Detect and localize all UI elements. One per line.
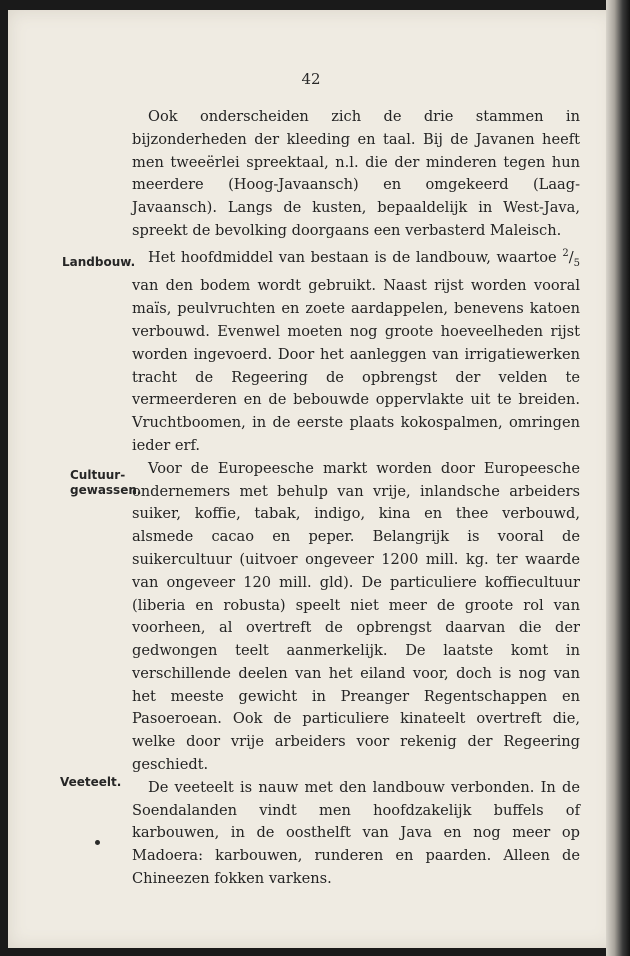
ink-speck [95, 840, 100, 845]
fraction-denominator: 5 [573, 257, 580, 269]
margin-note-cultuur-line1: Cultuur- [70, 468, 126, 482]
paragraph-landbouw-start: Het hoofdmiddel van bestaan is de landbouw, waartoe [148, 248, 563, 266]
book-page [8, 10, 614, 948]
paragraph-veeteelt: De veeteelt is nauw met den landbouw verbonden. In de Soendalanden vindt men hoofdzakelijk buffels of karbouwen, in de oosthelft van Java en nog meer op Madoera: karbouwen, runderen en paarden. Alleen de Chineezen fokken varkens. [132, 778, 580, 888]
page-number: 42 [301, 70, 321, 88]
paragraph-cultuurgewassen: Voor de Europeesche markt worden door Europeesche ondernemers met behulp van vrije, inlandsche arbeiders suiker, koffie, tabak, indigo, kina en thee verbouwd, alsmede cacao en peper. Belangrijk is vooral de suikercultuur (uitvoer ongeveer 1200 mill. kg. ter waarde van ongeveer 120 mill. gld). De particuliere koffiecultuur (liberia en robusta) speelt niet meer de groote rol van voorheen, al overtreft de opbrengst daarvan die der gedwongen teelt aanmerkelijk. De laatste komt in verschillende deelen van het eiland voor, doch is nog van het meeste gewicht in Preanger Regentschappen en Pasoeroean. Ook de particuliere kinateelt overtreft die, welke door vrije arbeiders voor rekenig der Regeering geschiedt. [132, 459, 580, 774]
book-spine-edge [606, 0, 630, 956]
paragraph-landbouw: Het hoofdmiddel van bestaan is de landbouw, waartoe $^2/_5$ van den bodem wordt gebruikt. Naast rijst worden vooral maïs, peulvruchten en zoete aardappelen, benevens katoen verbouwd. Evenwel moeten nog groote hoeveelheden rijst worden ingevoerd. Door het aanleggen van irrigatiewerken tracht de Regeering de opbrengst der velden te vermeerderen en de bebouwde oppervlakte uit te breiden. Vruchtboomen, in de eerste plaats kokospalmen, omringen ieder erf. [132, 247, 580, 454]
margin-note-cultuur-line2: gewassen. [70, 483, 142, 497]
margin-note-veeteelt: Veeteelt. [60, 775, 122, 789]
body-text [132, 106, 580, 891]
paragraph-landbouw-rest: van den bodem wordt gebruikt. Naast rijst worden vooral maïs, peulvruchten en zoete aardappelen, benevens katoen verbouwd. Evenwel moeten nog groote hoeveelheden rijst worden ingevoerd. Door het aanleggen van irrigatiewerken tracht de Regeering de opbrengst der velden te vermeerderen en de bebouwde oppervlakte uit te breiden. Vruchtboomen, in de eerste plaats kokospalmen, omringen ieder erf. [132, 277, 580, 454]
paragraph-stammen: Ook onderscheiden zich de drie stammen in bijzonderheden der kleeding en taal. Bij de Javanen heeft men tweeërlei spreektaal, n.l. die der minderen tegen hun meerdere (Hoog-Javaansch) en omgekeerd (Laag-Javaansch). Langs de kusten, bepaaldelijk in West-Java, spreekt de bevolking doorgaans een verbasterd Maleisch. [132, 108, 580, 239]
fraction-numerator: 2 [562, 247, 569, 259]
margin-note-landbouw: Landbouw. [62, 255, 136, 269]
margin-note-cultuurgewassen [70, 468, 141, 498]
